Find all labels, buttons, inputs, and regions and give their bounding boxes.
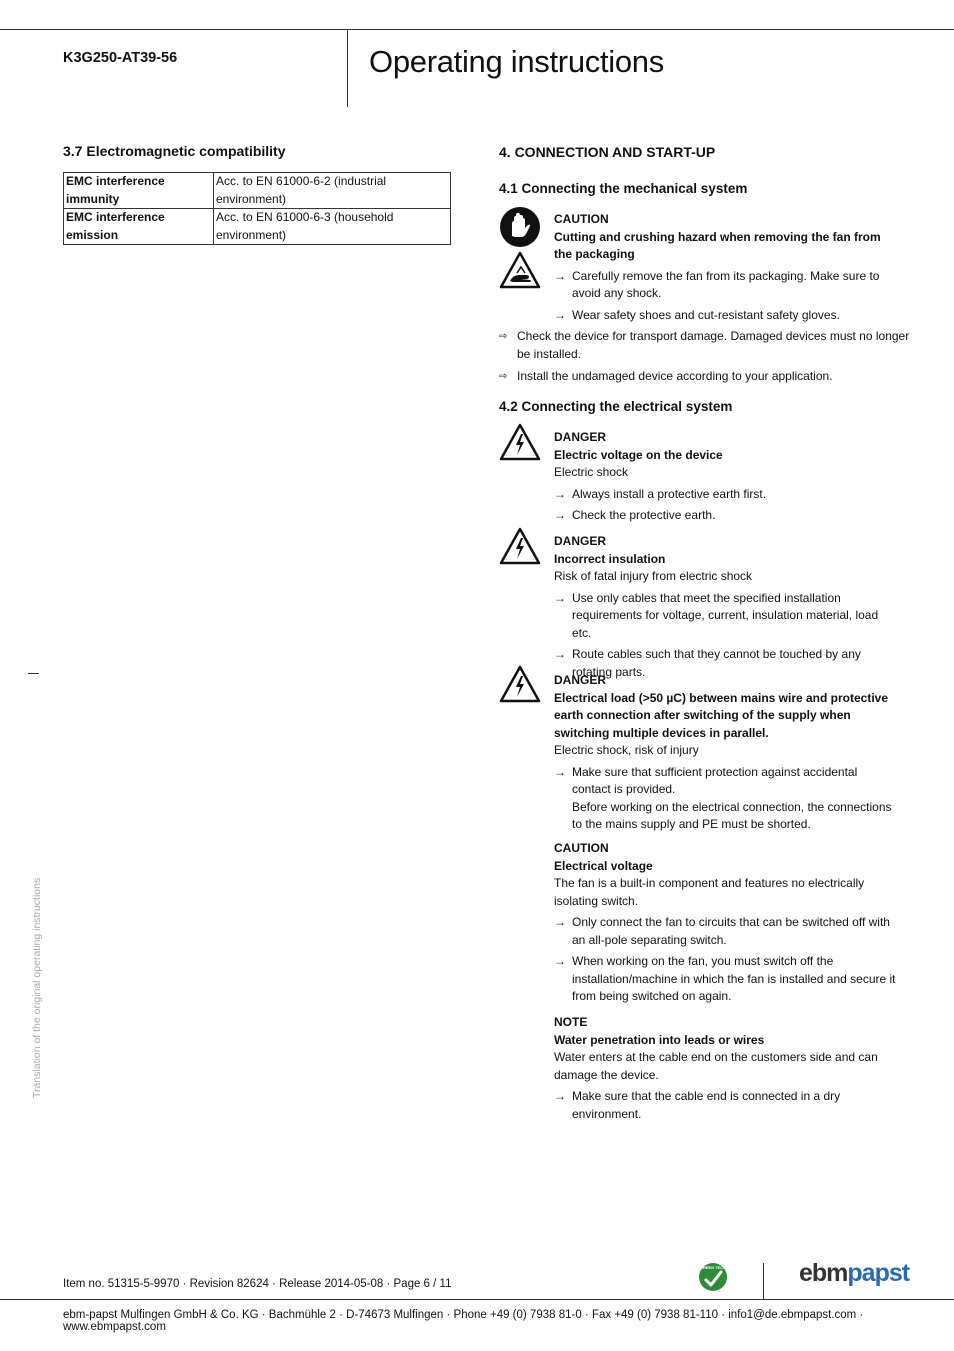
table-cell: EMC interference immunity <box>64 173 214 209</box>
step-text: Make sure that the cable end is connected in a dry environment. <box>572 1089 841 1121</box>
side-note: Translation of the original operating instructions <box>31 877 43 1098</box>
caution-text: The fan is a built-in component and features no electrically isolating switch. <box>554 876 865 908</box>
step-text: Always install a protective earth first. <box>572 486 767 501</box>
danger-heading: Electric voltage on the device <box>554 447 723 462</box>
danger-text: Electric shock, risk of injury <box>554 743 699 757</box>
arrow-icon: → <box>554 954 566 968</box>
arrow-icon: → <box>554 268 566 283</box>
footer-divider <box>763 1263 764 1299</box>
table-cell: Acc. to EN 61000-6-2 (industrial environment) <box>214 173 451 209</box>
danger-electrical-load <box>554 672 899 834</box>
model-number: K3G250-AT39-56 <box>63 50 178 66</box>
instruction-step <box>554 953 899 1006</box>
instruction-step <box>554 307 899 325</box>
note-water <box>554 1014 899 1123</box>
note-text: Water enters at the cable end on the customers side and can damage the device. <box>554 1050 878 1082</box>
instruction-step <box>554 764 899 834</box>
arrow-icon: → <box>554 764 566 779</box>
section-4-2-title: 4.2 Connecting the electrical system <box>499 399 733 414</box>
header-divider <box>347 29 348 107</box>
instruction-step <box>554 914 899 949</box>
danger-label: DANGER <box>554 673 607 687</box>
step-text: Route cables such that they cannot be touched by any rotating parts. <box>572 647 861 679</box>
section-connection-title: 4. CONNECTION AND START-UP <box>499 144 716 160</box>
arrow-icon: → <box>554 915 566 929</box>
footer-rule <box>0 1299 954 1300</box>
danger-label: DANGER <box>554 534 607 548</box>
arrow-icon: → <box>554 486 566 501</box>
caution-label: CAUTION <box>554 841 609 855</box>
margin-tick <box>28 673 39 674</box>
gloves-icon <box>499 206 541 248</box>
step-text: Use only cables that meet the specified installation requirements for voltage, current, insulation material, load etc. <box>572 590 879 640</box>
arrow-icon: → <box>554 508 566 522</box>
arrow-icon: → <box>554 647 566 661</box>
caution-heading: Electrical voltage <box>554 858 653 873</box>
table-row <box>64 173 451 209</box>
caution-electrical-voltage <box>554 840 899 1006</box>
bullet-arrow-icon: ⇨ <box>499 371 508 382</box>
danger-insulation <box>554 533 899 681</box>
instruction-step <box>554 486 899 504</box>
step-text: Carefully remove the fan from its packaging. Make sure to avoid any shock. <box>572 268 880 300</box>
arrow-icon: → <box>554 307 566 322</box>
hand-hazard-icon <box>499 251 541 289</box>
danger-label: DANGER <box>554 430 607 444</box>
danger-heading: Incorrect insulation <box>554 551 666 566</box>
logo-part: papst <box>847 1259 910 1287</box>
greentech-badge <box>698 1262 728 1292</box>
item-info: Item no. 51315-5-9970 · Revision 82624 · Release 2014-05-08 · Page 6 / 11 <box>63 1278 452 1290</box>
logo-part: ebm <box>799 1259 848 1287</box>
step-text: Check the protective earth. <box>572 508 716 522</box>
electric-warning-icon <box>499 665 541 703</box>
page-title: Operating instructions <box>369 44 664 79</box>
note-heading: Water penetration into leads or wires <box>554 1032 765 1047</box>
step-text: Wear safety shoes and cut-resistant safety gloves. <box>572 307 840 322</box>
section-4-1-title: 4.1 Connecting the mechanical system <box>499 181 748 196</box>
ebmpapst-logo <box>799 1259 909 1288</box>
electric-warning-icon <box>499 423 541 461</box>
table-row <box>64 209 451 245</box>
caution-cutting <box>554 211 899 324</box>
arrow-icon: → <box>554 590 566 605</box>
step-text: Before working on the electrical connection, the connections to the mains supply and PE must be shorted. <box>572 799 892 831</box>
step-text: When working on the fan, you must switch off the installation/machine in which the fan is installed and secure it from being switched on again. <box>572 954 896 1003</box>
section-emc-title: 3.7 Electromagnetic compatibility <box>63 143 286 159</box>
instruction-step <box>554 1088 899 1123</box>
emc-table <box>63 172 451 245</box>
caution-label: CAUTION <box>554 212 609 226</box>
caution-heading: Cutting and crushing hazard when removing the fan from the packaging <box>554 229 881 261</box>
danger-voltage <box>554 429 899 525</box>
bullet-item <box>499 368 917 386</box>
danger-text: Risk of fatal injury from electric shock <box>554 569 753 583</box>
table-cell: Acc. to EN 61000-6-3 (household environment) <box>214 209 451 245</box>
bullet-item <box>499 328 917 363</box>
bullet-arrow-icon: ⇨ <box>499 331 508 342</box>
step-text: Only connect the fan to circuits that can be switched off with an all-pole separating switch. <box>572 915 890 947</box>
electric-warning-icon <box>499 527 541 565</box>
note-label: NOTE <box>554 1015 588 1029</box>
arrow-icon: → <box>554 1089 566 1103</box>
header-top-rule <box>0 29 954 30</box>
bullet-text: Install the undamaged device according to your application. <box>517 369 833 383</box>
bullet-text: Check the device for transport damage. Damaged devices must no longer be installed. <box>517 329 910 361</box>
danger-text: Electric shock <box>554 465 629 479</box>
instruction-step <box>554 590 899 643</box>
instruction-step <box>554 268 899 303</box>
table-cell: EMC interference emission <box>64 209 214 245</box>
step-text: Make sure that sufficient protection against accidental contact is provided. <box>572 764 858 796</box>
badge-text: GREEN TECH <box>699 1265 727 1270</box>
instruction-step <box>554 507 899 525</box>
danger-heading: Electrical load (>50 µC) between mains wire and protective earth connection after switching of the supply when switching multiple devices in parallel. <box>554 690 889 740</box>
company-address: ebm-papst Mulfingen GmbH & Co. KG · Bachmühle 2 · D-74673 Mulfingen · Phone +49 (0) 7938 81-0 · Fax +49 (0) 7938 81-110 · info1@de.ebmpapst.com · www.ebmpapst.com <box>63 1309 864 1333</box>
